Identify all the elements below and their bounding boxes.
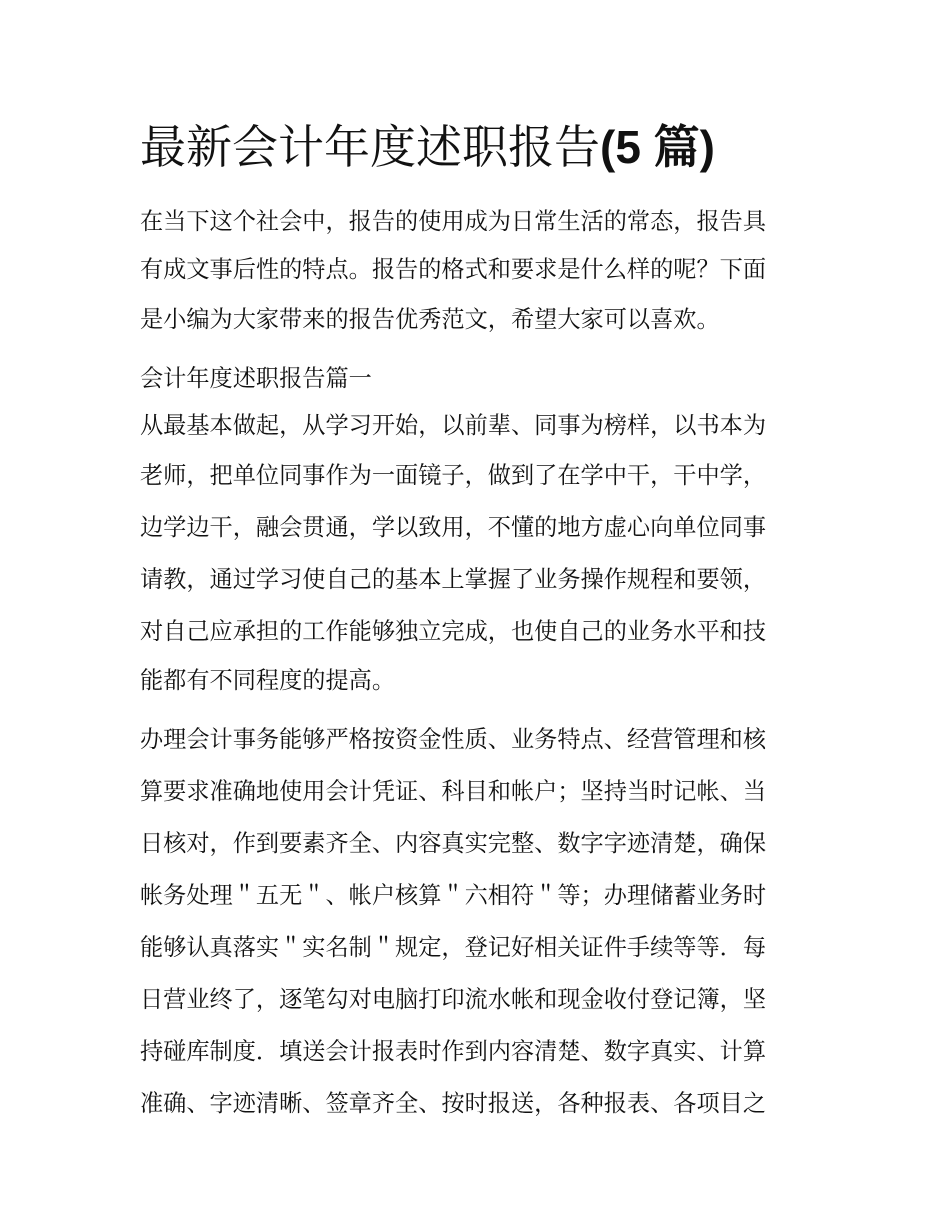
title-count: (5 篇) <box>600 121 715 173</box>
text-line: 准确、字迹清晰、签章齐全、按时报送，各种报表、各项目之 <box>140 1090 767 1117</box>
text-line: 请教，通过学习使自己的基本上掌握了业务操作规程和要领， <box>140 566 767 593</box>
section-heading: 会计年度述职报告篇一 <box>140 365 372 392</box>
text-line: 从最基本做起，从学习开始，以前辈、同事为榜样，以书本为 <box>140 412 767 439</box>
text-line: 边学边干，融会贯通，学以致用，不懂的地方虚心向单位同事 <box>140 514 767 541</box>
document-body <box>140 200 812 1130</box>
text-line: 帐务处理＂五无＂、帐户核算＂六相符＂等；办理储蓄业务时 <box>140 882 767 909</box>
document-title <box>140 114 840 180</box>
text-line: 能都有不同程度的提高。 <box>140 667 396 694</box>
text-line: 日核对，作到要素齐全、内容真实完整、数字字迹清楚，确保 <box>140 830 767 857</box>
text-line: 算要求准确地使用会计凭证、科目和帐户；坚持当时记帐、当 <box>140 778 767 805</box>
text-line: 日营业终了，逐笔勾对电脑打印流水帐和现金收付登记簿，坚 <box>140 986 767 1013</box>
body-paragraph-2 <box>140 714 812 1130</box>
text-line: 能够认真落实＂实名制＂规定，登记好相关证件手续等等．每 <box>140 934 767 961</box>
text-line: 持碰库制度．填送会计报表时作到内容清楚、数字真实、计算 <box>140 1038 767 1065</box>
text-line: 有成文事后性的特点。报告的格式和要求是什么样的呢？下面 <box>140 256 767 283</box>
text-line: 对自己应承担的工作能够独立完成，也使自己的业务水平和技 <box>140 618 767 645</box>
body-paragraph-1 <box>140 402 812 704</box>
title-text: 最新会计年度述职报告 <box>140 120 600 174</box>
text-line: 在当下这个社会中，报告的使用成为日常生活的常态，报告具 <box>140 208 767 235</box>
text-line: 是小编为大家带来的报告优秀范文，希望大家可以喜欢。 <box>140 306 720 333</box>
text-line: 办理会计事务能够严格按资金性质、业务特点、经营管理和核 <box>140 726 767 753</box>
intro-paragraph <box>140 200 812 344</box>
text-line: 老师，把单位同事作为一面镜子，做到了在学中干，干中学， <box>140 462 767 489</box>
